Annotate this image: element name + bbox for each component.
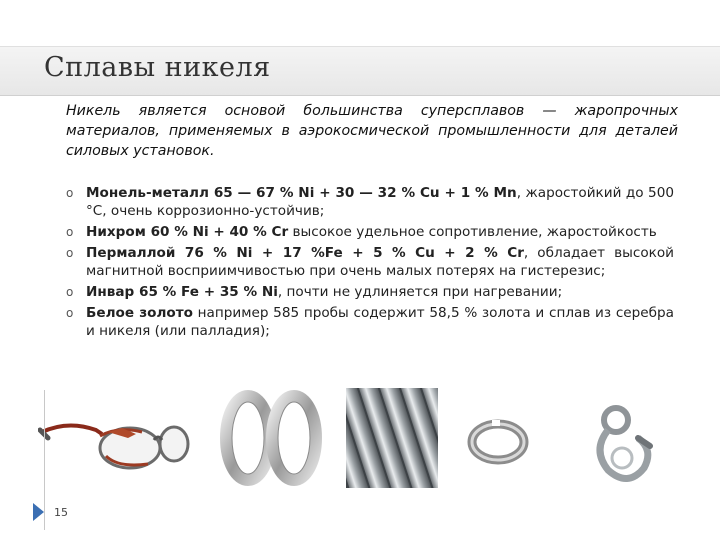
alloy-list	[66, 184, 674, 343]
eyeglasses-image	[38, 408, 190, 478]
alloy-description: , почти не удлиняется при нагревании;	[277, 284, 563, 300]
list-item	[66, 244, 674, 280]
wedding-rings-image	[216, 388, 326, 488]
alloy-description: например 585 пробы содержит 58,5 % золота и сплав из серебра и никеля (или палладия);	[86, 305, 674, 339]
bullet-icon: o	[66, 186, 74, 200]
left-divider	[44, 390, 45, 530]
list-item	[66, 304, 674, 340]
list-item	[66, 223, 674, 241]
metal-tubes-image	[346, 388, 438, 488]
page-arrow-icon	[33, 503, 44, 521]
alloy-description: , обладает высокой магнитной восприимчивостью при очень малых потерях на гистерезис;	[86, 245, 675, 279]
alloy-name: Монель-металл 65 — 67 % Ni + 30 — 32 % Cu + 1 % Mn	[86, 185, 517, 201]
intro-paragraph: Никель является основой большинства суперсплавов — жаропрочных материалов, применяемых в аэрокосмической промышленности для деталей силовых установок.	[66, 103, 678, 159]
list-item	[66, 283, 674, 301]
bullet-icon: o	[66, 306, 74, 320]
alloy-description: , жаростойкий до 500 °C, очень коррозионно-устойчив;	[86, 185, 674, 219]
alloy-description: высокое удельное сопротивление, жаростойкость	[288, 224, 657, 240]
list-item	[66, 184, 674, 220]
bullet-icon: o	[66, 246, 74, 260]
carabiner-image	[588, 398, 660, 490]
alloy-name: Нихром 60 % Ni + 40 % Cr	[86, 224, 289, 240]
slide-title: Сплавы никеля	[44, 52, 271, 83]
bullet-icon: o	[66, 225, 74, 239]
alloy-name: Пермаллой 76 % Ni + 17 %Fe + 5 % Cu + 2 % Cr	[86, 245, 524, 261]
split-ring-image	[466, 414, 530, 470]
alloy-name: Инвар 65 % Fe + 35 % Ni	[86, 284, 278, 300]
page-number: 15	[54, 506, 68, 519]
bullet-icon: o	[66, 285, 74, 299]
alloy-name: Белое золото	[86, 305, 193, 321]
